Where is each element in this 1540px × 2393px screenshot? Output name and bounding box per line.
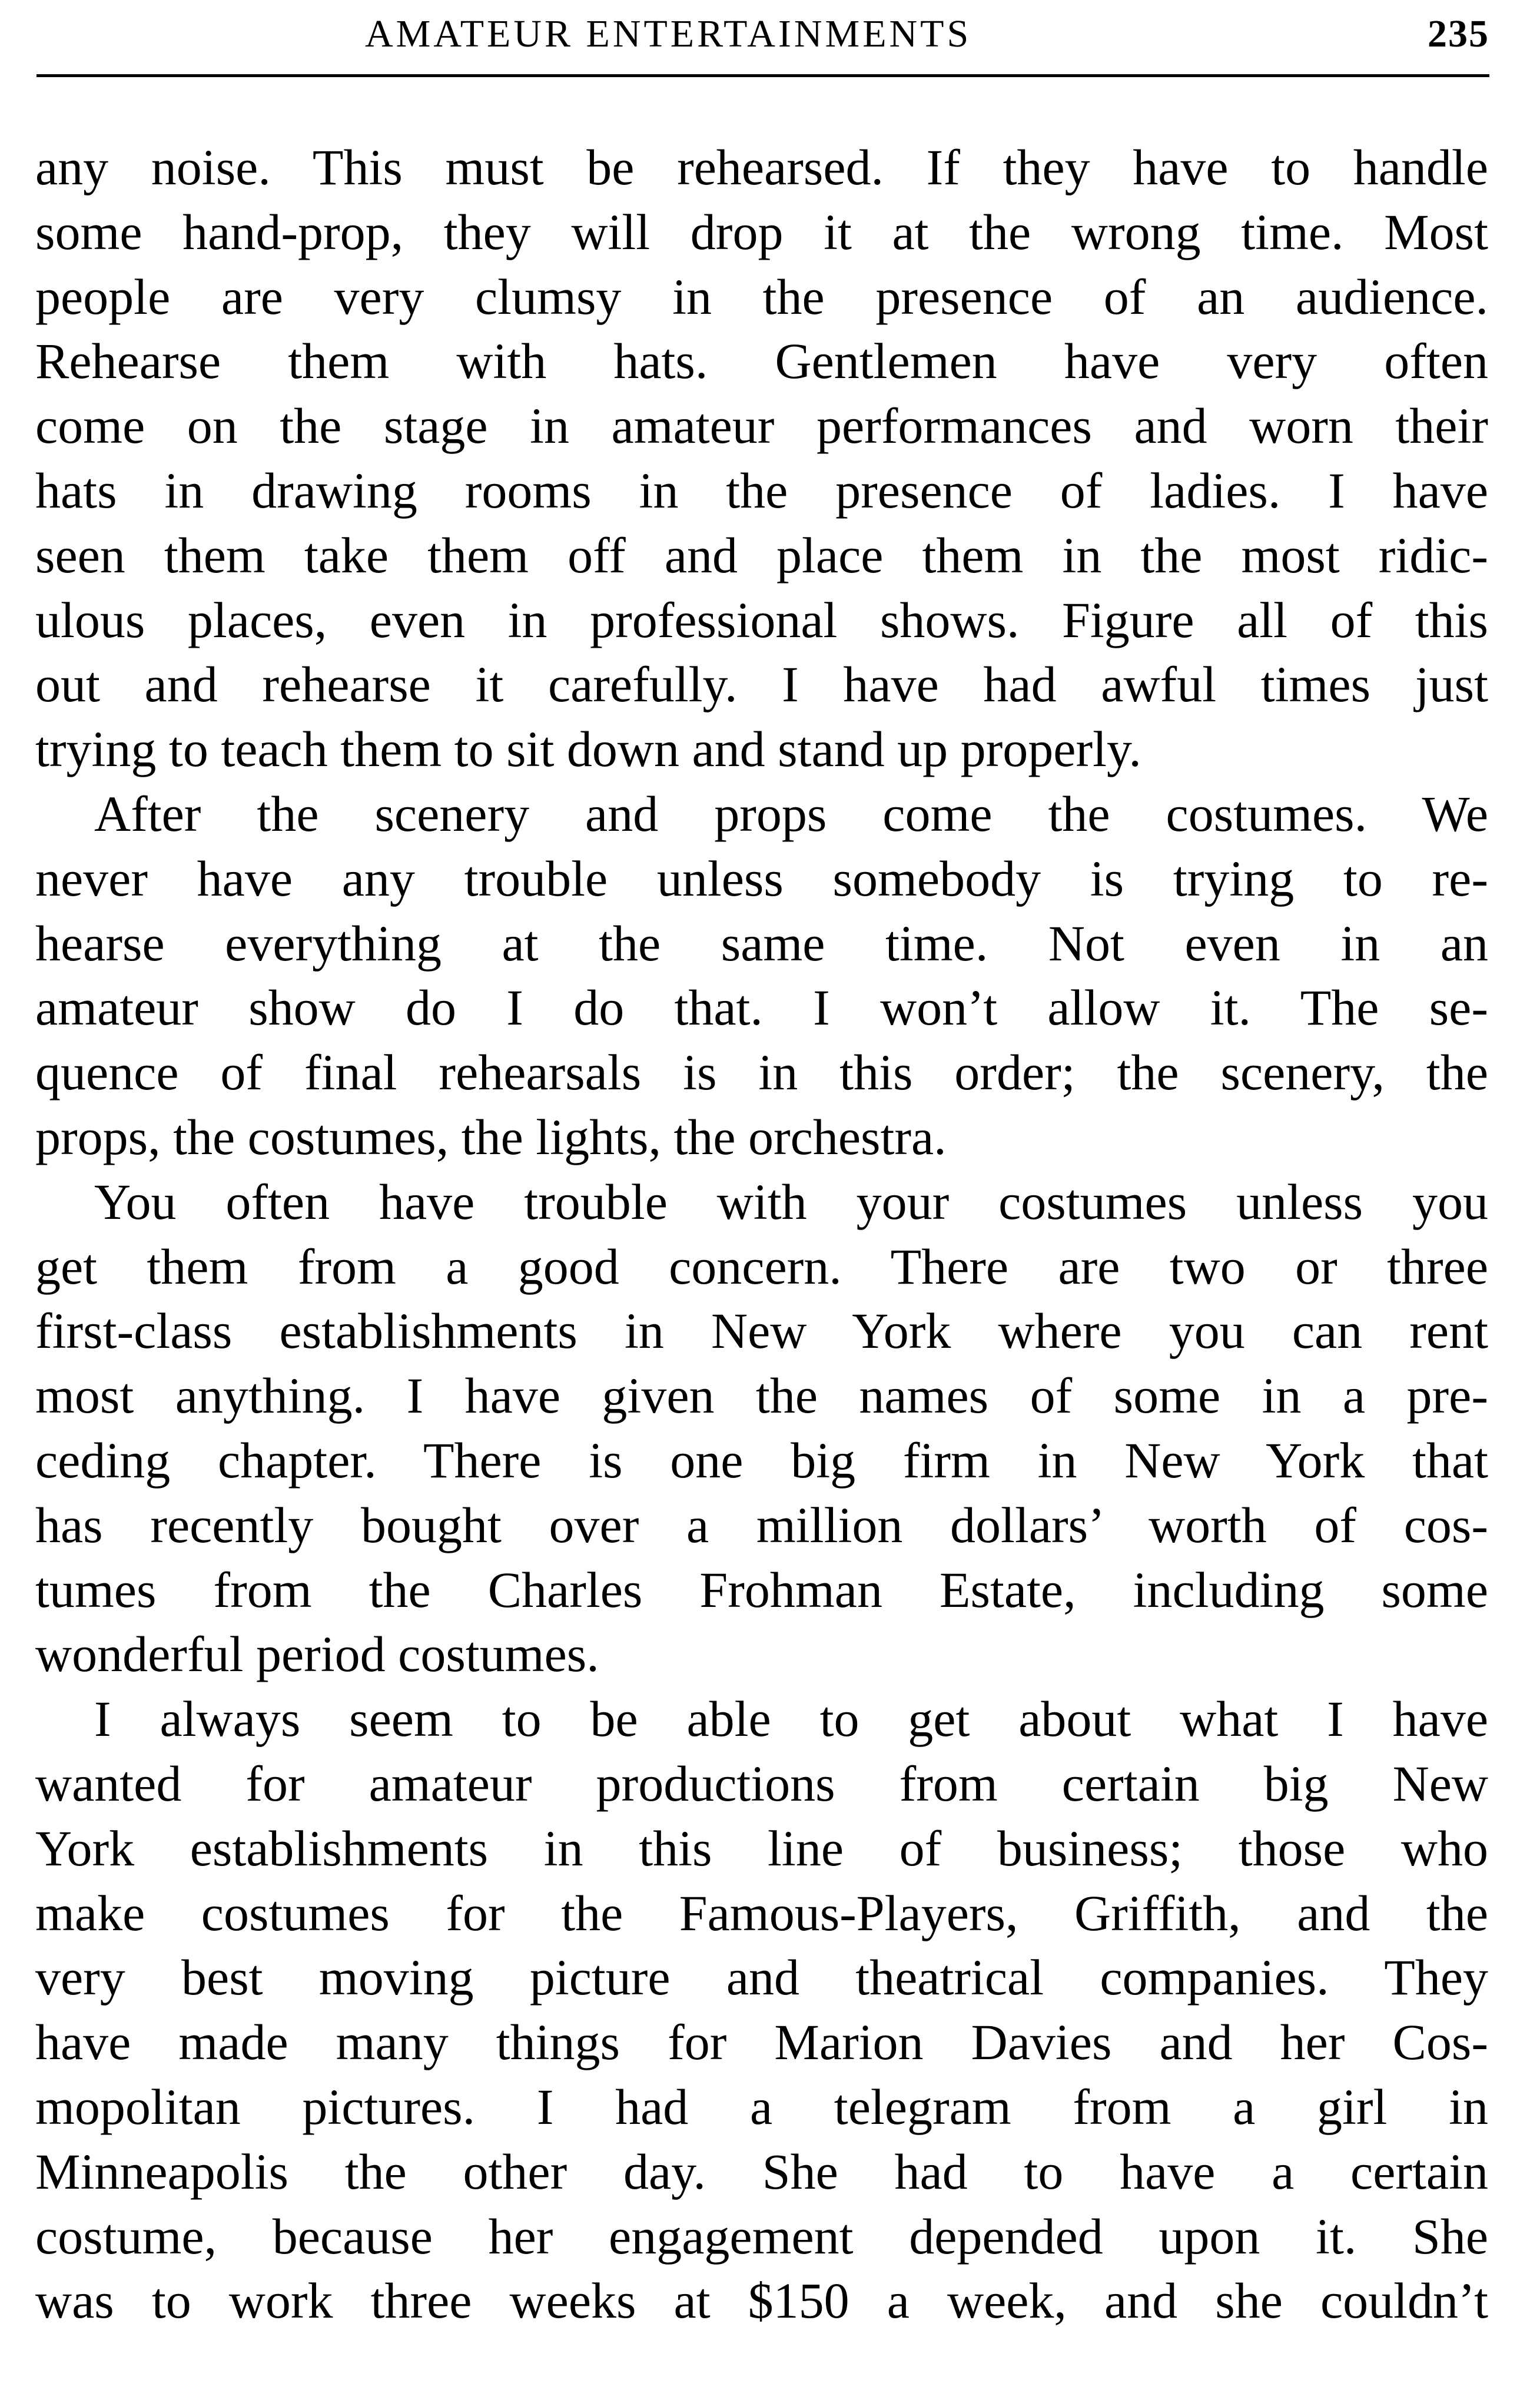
- text-line: ulous places, even in professional shows. Figure all of this: [35, 591, 1488, 648]
- text-line: props, the costumes, the lights, the orchestra.: [35, 1108, 947, 1165]
- page-number: 235: [1428, 12, 1489, 55]
- text-line: hats in drawing rooms in the presence of ladies. I have: [35, 462, 1488, 519]
- running-head: AMATEUR ENTERTAINMENTS: [365, 12, 972, 55]
- text-line: amateur show do I do that. I won’t allow it. The se-: [35, 979, 1488, 1036]
- text-line: hearse everything at the same time. Not even in an: [35, 914, 1488, 972]
- text-line: trying to teach them to sit down and stand up properly.: [35, 721, 1141, 778]
- text-line: Minneapolis the other day. She had to have a certain: [35, 2143, 1488, 2200]
- text-line: quence of final rehearsals is in this order; the scenery, the: [35, 1044, 1488, 1101]
- text-line: never have any trouble unless somebody is trying to re-: [35, 850, 1488, 907]
- text-line: has recently bought over a million dollars’ worth of cos-: [35, 1496, 1488, 1553]
- paragraph-first-line: You often have trouble with your costumes unless you: [94, 1173, 1488, 1230]
- text-line: get them from a good concern. There are two or three: [35, 1238, 1488, 1295]
- text-line: was to work three weeks at $150 a week, and she couldn’t: [35, 2272, 1488, 2329]
- text-line: wonderful period costumes.: [35, 1626, 599, 1683]
- text-line: costume, because her engagement depended upon it. She: [35, 2208, 1488, 2265]
- text-line: out and rehearse it carefully. I have had awful times just: [35, 656, 1488, 713]
- text-line: seen them take them off and place them in the most ridic-: [35, 526, 1488, 584]
- text-line: some hand-prop, they will drop it at the wrong time. Most: [35, 203, 1488, 260]
- text-line: have made many things for Marion Davies and her Cos-: [35, 2014, 1488, 2071]
- text-line: mopolitan pictures. I had a telegram from a girl in: [35, 2078, 1488, 2135]
- text-line: tumes from the Charles Frohman Estate, including some: [35, 1561, 1488, 1618]
- text-line: very best moving picture and theatrical companies. They: [35, 1949, 1488, 2006]
- text-line: Rehearse them with hats. Gentlemen have very often: [35, 333, 1488, 390]
- header-rule: [36, 74, 1489, 77]
- body-text: [35, 135, 1488, 2334]
- text-line: wanted for amateur productions from certain big New: [35, 1755, 1488, 1812]
- text-line: ceding chapter. There is one big firm in New York that: [35, 1431, 1488, 1489]
- text-line: any noise. This must be rehearsed. If they have to handle: [35, 139, 1488, 195]
- text-line: most anything. I have given the names of some in a pre-: [35, 1367, 1488, 1424]
- text-line: come on the stage in amateur performances and worn their: [35, 397, 1488, 455]
- text-line: people are very clumsy in the presence of an audience.: [35, 268, 1488, 325]
- paragraph-first-line: I always seem to be able to get about what I have: [94, 1691, 1488, 1748]
- text-line: make costumes for the Famous-Players, Griffith, and the: [35, 1884, 1488, 1941]
- text-line: first-class establishments in New York where you can rent: [35, 1302, 1488, 1360]
- paragraph-first-line: After the scenery and props come the costumes. We: [94, 785, 1488, 842]
- page-header: [88, 5, 1489, 64]
- text-line: York establishments in this line of business; those who: [35, 1819, 1488, 1877]
